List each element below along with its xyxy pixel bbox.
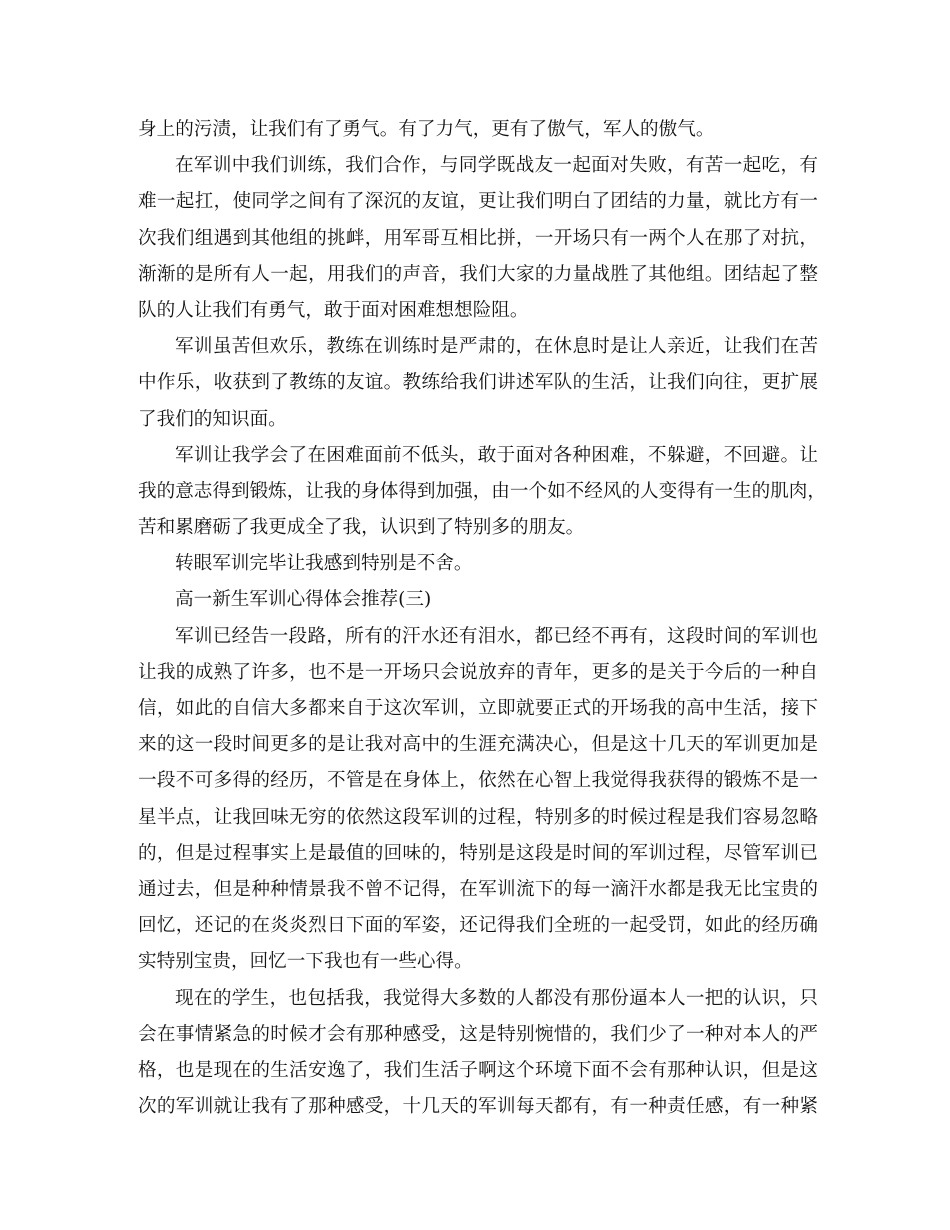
paragraph [138, 112, 818, 148]
text-line: 转眼军训完毕让我感到特别是不舍。 [175, 553, 473, 575]
paragraph [138, 619, 818, 981]
text-line: 次的军训就让我有了那种感受，十几天的军训每天都有，有一种责任感，有一种紧 [138, 1096, 818, 1118]
text-line: 一段不可多得的经历，不管是在身体上，依然在心智上我觉得我获得的锻炼不是一 [138, 770, 818, 792]
text-line: 回忆，还记的在炎炎烈日下面的军姿，还记得我们全班的一起受罚，如此的经历确 [138, 915, 818, 937]
text-line: 高一新生军训心得体会推荐(三) [175, 589, 432, 611]
paragraph [138, 329, 818, 438]
paragraph [138, 438, 826, 547]
paragraph [138, 981, 818, 1126]
text-line: 星半点，让我回味无穷的依然这段军训的过程，特别多的时候过程是我们容易忽略 [138, 806, 818, 828]
text-line: 了我们的知识面。 [138, 408, 287, 430]
paragraph [138, 148, 818, 329]
text-line: 军训已经告一段路，所有的汗水还有泪水，都已经不再有，这段时间的军训也 [175, 625, 818, 647]
paragraph [138, 582, 818, 618]
text-line: 渐渐的是所有人一起，用我们的声音，我们大家的力量战胜了其他组。团结起了整 [138, 263, 818, 285]
text-line: 我的意志得到锻炼，让我的身体得到加强，由一个如不经风的人变得有一生的肌肉， [138, 480, 826, 502]
paragraph [138, 546, 818, 582]
text-line: 中作乐，收获到了教练的友谊。教练给我们讲述军队的生活，让我们向往，更扩展 [138, 372, 818, 394]
text-line: 格，也是现在的生活安逸了，我们生活子啊这个环境下面不会有那种认识，但是这 [138, 1059, 818, 1081]
text-line: 难一起扛，使同学之间有了深沉的友谊，更让我们明白了团结的力量，就比方有一 [138, 191, 818, 213]
text-line: 次我们组遇到其他组的挑衅，用军哥互相比拼，一开场只有一两个人在那了对抗， [138, 227, 818, 249]
text-line: 军训虽苦但欢乐，教练在训练时是严肃的，在休息时是让人亲近，让我们在苦 [175, 336, 818, 358]
text-line: 的，但是过程事实上是最值的回味的，特别是这段是时间的军训过程，尽管军训已 [138, 842, 818, 864]
text-line: 现在的学生，也包括我，我觉得大多数的人都没有那份逼本人一把的认识，只 [175, 987, 818, 1009]
text-line: 军训让我学会了在困难面前不低头，敢于面对各种困难，不躲避，不回避。让 [175, 444, 818, 466]
text-line: 让我的成熟了许多，也不是一开场只会说放弃的青年，更多的是关于今后的一种自 [138, 661, 818, 683]
text-line: 苦和累磨砺了我更成全了我，认识到了特别多的朋友。 [138, 517, 585, 539]
text-line: 来的这一段时间更多的是让我对高中的生涯充满决心，但是这十几天的军训更加是 [138, 734, 818, 756]
text-line: 会在事情紧急的时候才会有那种感受，这是特别惋惜的，我们少了一种对本人的严 [138, 1023, 818, 1045]
text-line: 实特别宝贵，回忆一下我也有一些心得。 [138, 951, 473, 973]
text-line: 通过去，但是种种情景我不曾不记得，在军训流下的每一滴汗水都是我无比宝贵的 [138, 878, 818, 900]
text-line: 在军训中我们训练，我们合作，与同学既战友一起面对失败，有苦一起吃，有 [175, 155, 818, 177]
text-line: 信，如此的自信大多都来自于这次军训，立即就要正式的开场我的高中生活，接下 [138, 698, 818, 719]
document-body [138, 112, 826, 1125]
text-line: 队的人让我们有勇气，敢于面对困难想想险阻。 [138, 299, 529, 321]
text-line: 身上的污渍，让我们有了勇气。有了力气，更有了傲气，军人的傲气。 [138, 119, 715, 140]
